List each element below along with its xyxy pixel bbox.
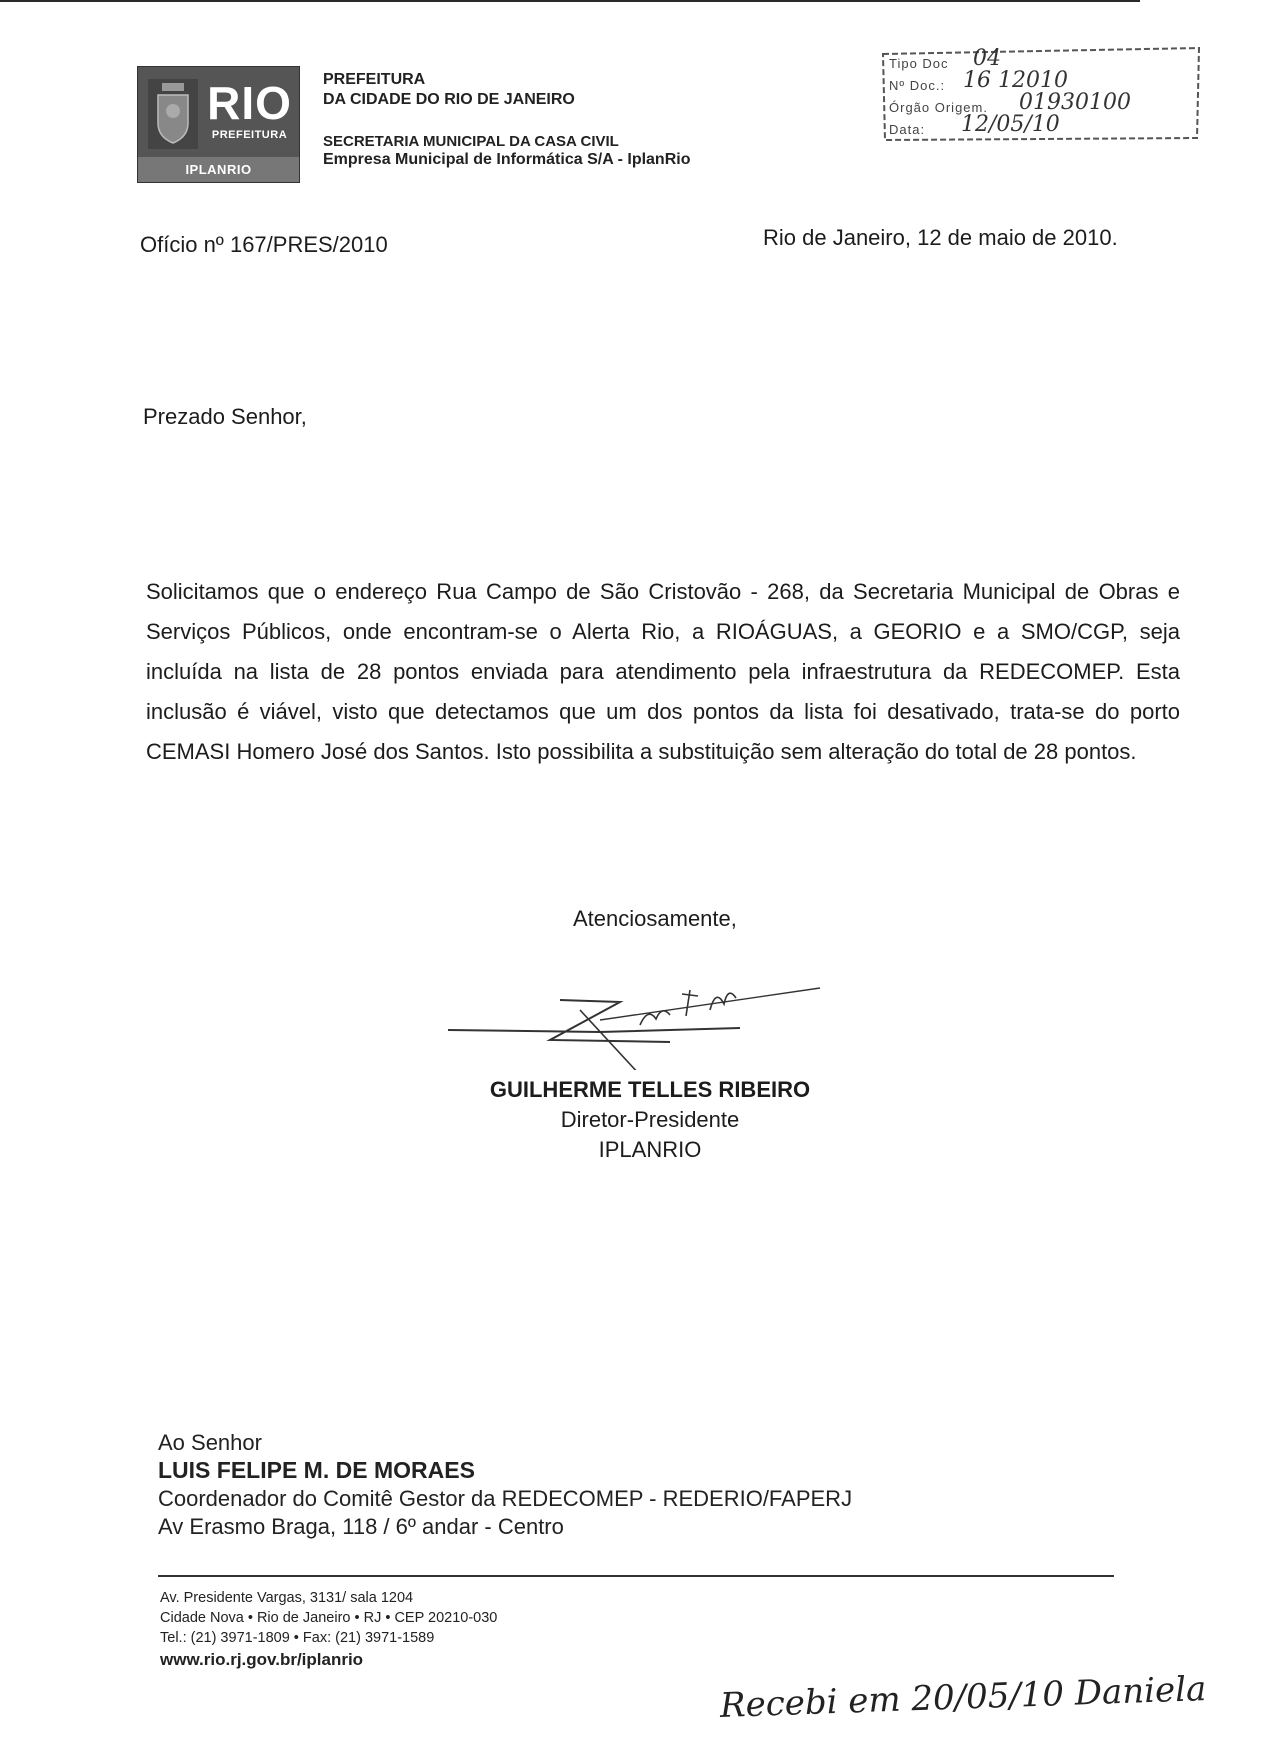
letter-closing: Atenciosamente, (573, 906, 737, 931)
signatory-org: IPLANRIO (598, 1137, 702, 1162)
letter-body: Solicitamos que o endereço Rua Campo de São Cristovão - 268, da Secretaria Municipal de Obras e Serviços Públicos, onde encontram-se o Alerta Rio, a RIOÁGUAS, a GEORIO e a SMO/CGP, seja incluída na lista de 28 pontos enviada para atendimento pela infraestrutura da REDECOMEP. Esta inclusão é viável, visto que detectamos que um dos pontos da lista foi desativado, trata-se do porto CEMASI Homero José dos Santos. Isto possibilita a substituição sem alteração do total de 28 pontos. (146, 579, 1180, 764)
stamp-data-value: 12/05/10 (961, 112, 1060, 137)
signatory-name: GUILHERME TELLES RIBEIRO (489, 1077, 811, 1102)
footer-url: www.rio.rj.gov.br/iplanrio (160, 1650, 364, 1669)
recipient-prefix: Ao Senhor (158, 1430, 262, 1455)
letterhead-line-4: Empresa Municipal de Informática S/A - IplanRio (323, 151, 691, 168)
footer-line-2: Cidade Nova • Rio de Janeiro • RJ • CEP 20210-030 (160, 1610, 498, 1626)
logo-prefeitura-word: PREFEITURA (211, 129, 288, 141)
stamp-data-label: Data: (889, 122, 926, 137)
recipient-title: Coordenador do Comitê Gestor da REDECOMEP - REDERIO/FAPERJ (158, 1486, 853, 1511)
stamp-orgao-value: 01930100 (1019, 90, 1131, 115)
handwritten-receipt-note: Recebi em 20/05/10 Daniela (719, 1669, 1207, 1726)
logo-rio-word: RIO (207, 77, 292, 129)
recipient-address: Av Erasmo Braga, 118 / 6º andar - Centro (158, 1514, 564, 1539)
recipient-name: LUIS FELIPE M. DE MORAES (158, 1457, 475, 1483)
letterhead-line-1: PREFEITURA (323, 71, 426, 88)
letterhead-line-2: DA CIDADE DO RIO DE JANEIRO (323, 91, 575, 108)
signatory-role: Diretor-Presidente (560, 1107, 740, 1132)
stamp-orgao-label: Órgão Origem. (889, 100, 988, 115)
stamp-tipo-label: Tipo Doc (889, 56, 949, 71)
handwritten-signature (440, 980, 840, 1070)
rio-prefeitura-logo (137, 66, 300, 183)
footer-line-1: Av. Presidente Vargas, 3131/ sala 1204 (160, 1590, 414, 1606)
registry-stamp (881, 46, 1201, 142)
letter-reference: Ofício nº 167/PRES/2010 (140, 232, 388, 257)
city-crest-icon (144, 75, 202, 153)
footer-line-3: Tel.: (21) 3971-1809 • Fax: (21) 3971-1589 (160, 1630, 435, 1646)
stamp-num-value: 16 12010 (963, 68, 1068, 93)
letter-salutation: Prezado Senhor, (143, 404, 307, 429)
footer-rule (158, 1575, 1114, 1577)
stamp-tipo-value: 04 (973, 46, 1001, 71)
letter-date: Rio de Janeiro, 12 de maio de 2010. (763, 225, 1118, 250)
letterhead-line-3: SECRETARIA MUNICIPAL DA CASA CIVIL (323, 133, 619, 150)
top-edge-rule (0, 0, 1140, 2)
logo-iplanrio-band: IPLANRIO (138, 157, 299, 182)
stamp-num-label: Nº Doc.: (889, 78, 946, 93)
